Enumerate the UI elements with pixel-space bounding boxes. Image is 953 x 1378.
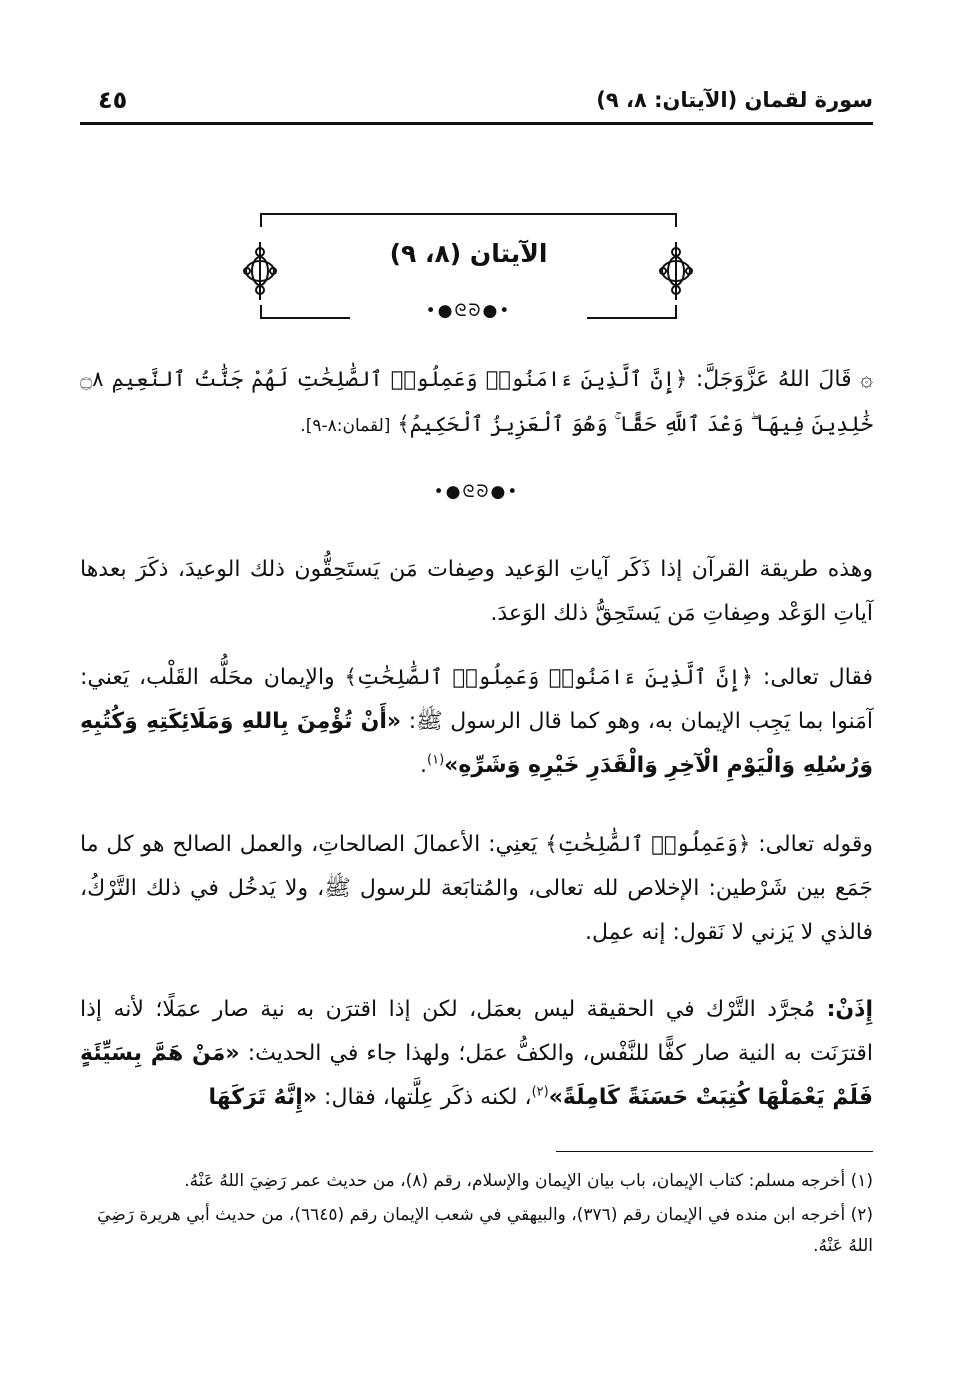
- page-number: ٤٥: [98, 86, 128, 114]
- section-divider: •●ᘓᘐ●•: [425, 301, 512, 321]
- frame-right-top-tick: [675, 213, 677, 227]
- section-title-frame: [260, 213, 677, 319]
- paragraph-text: وقوله تعالى:: [758, 832, 873, 857]
- paragraph-text: والإيمان محَلُّه القَلْب، يَعني: آمَنوا بما يَجِب الإيمان به، وهو كما قال الرسول ﷺ:: [80, 665, 873, 734]
- running-header: [80, 84, 873, 128]
- header-rule: [80, 122, 873, 125]
- paragraph-text: مُجرَّد التَّرْك في الحقيقة ليس بعمَل، لكن إذا اقترَن به نية صار عمَلًا؛ لأنه إذا اقترَنَت به النية صار كفًّا للنَّفْس، والكفُّ عمَل؛ ولهذا جاء في الحديث:: [80, 997, 873, 1066]
- frame-top-line: [260, 213, 677, 215]
- verse-9: خَٰلِدِينَ فِيهَا ۖ وَعْدَ ٱللَّهِ حَقًّا ۚ وَهُوَ ٱلْعَزِيزُ ٱلْحَكِيمُ﴾: [397, 412, 873, 436]
- hadith-quote: «إِنَّهُ تَرَكَهَا: [208, 1085, 318, 1110]
- footnote: (١) أخرجه مسلم: كتاب الإيمان، باب بيان الإيمان والإسلام، رقم (٨)، من حديث عمر رَضِيَ اللهُ عَنْهُ.: [184, 1171, 873, 1191]
- verse-block: [80, 357, 873, 448]
- footnote-rule: [556, 1151, 873, 1152]
- paragraph-text: ، لكنه ذكَر عِلَّتها، فقال:: [324, 1085, 532, 1110]
- section-title: الآيتان (٨، ٩): [389, 239, 548, 268]
- header-title: سورة لقمان (الآيتان: ٨، ٩): [596, 88, 873, 112]
- paragraph-lead: إِذَنْ:: [826, 997, 873, 1022]
- paragraph: وهذه طريقة القرآن إذا ذَكَر آياتِ الوَعيد وصِفات مَن يَستَحِقُّون ذلك الوعيدَ، ذكَرَ بعدها آياتِ الوَعْد وصِفاتِ مَن يَستَحِقُّ ذلك الوَعدَ.: [80, 557, 873, 626]
- hadith-quote: «أَنْ تُؤْمِنَ بِاللهِ وَمَلَائِكَتِهِ وَكُتُبِهِ وَرُسُلِهِ وَالْيَوْمِ الْآخِرِ وَالْقَدَرِ خَيْرِهِ وَشَرِّهِ»: [80, 709, 873, 778]
- paragraph: [80, 822, 873, 955]
- footnote-ref: (١): [427, 752, 445, 768]
- paragraph-text: .: [420, 753, 428, 778]
- paragraph: [80, 988, 873, 1120]
- verse-8: ﴿إِنَّ ٱلَّذِينَ ءَامَنُوا۟ وَعَمِلُوا۟ ٱلصَّٰلِحَٰتِ لَهُمْ جَنَّٰتُ ٱلنَّعِيمِ ۝٨: [80, 367, 688, 391]
- quran-quote: ﴿وَعَمِلُوا۟ ٱلصَّٰلِحَٰتِ﴾: [545, 832, 751, 856]
- verse-divider: •●ᘓᘐ●•: [433, 482, 520, 502]
- knot-ornament-icon: [240, 242, 280, 300]
- knot-ornament-icon: [656, 242, 696, 300]
- verse-reference: [لقمان:٨-٩].: [300, 416, 391, 436]
- paragraph-text: فقال تعالى:: [762, 665, 873, 690]
- frame-left-top-tick: [260, 213, 262, 227]
- verse-intro: ۞ قَالَ اللهُ عَزَّوَجَلَّ:: [695, 367, 874, 392]
- quran-quote: ﴿إِنَّ ٱلَّذِينَ ءَامَنُوا۟ وَعَمِلُوا۟ ٱلصَّٰلِحَٰتِ﴾: [344, 665, 754, 689]
- paragraph: [80, 655, 873, 788]
- hadith-quote: «مَنْ هَمَّ بِسَيِّئَةٍ فَلَمْ يَعْمَلْهَا كُتِبَتْ حَسَنَةً كَامِلَةً»: [80, 1041, 873, 1110]
- paragraph-text: يَعنِي: الأعمالَ الصالحاتِ، والعمل الصالح هو كل ما جَمَع بين شَرْطين: الإخلاص لله تعالى، والمُتابَعة للرسول ﷺ، ولا يَدخُل في ذلك التَّرْكُ، فالذي لا يَزني لا نَقول: إنه عمِل.: [80, 832, 873, 945]
- footnote: (٢) أخرجه ابن منده في الإيمان رقم (٣٧٦)، والبيهقي في شعب الإيمان رقم (٦٦٤٥)، من حديث أبي هريرة رَضِيَ اللهُ عَنْهُ.: [97, 1205, 873, 1256]
- footnote-ref: (٢): [531, 1084, 549, 1100]
